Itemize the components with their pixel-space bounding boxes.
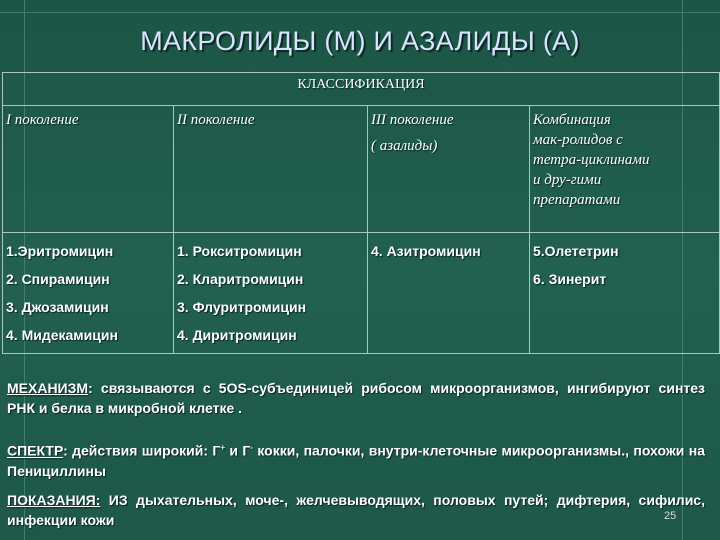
drug-item: 3. Флуритромицин: [177, 299, 307, 315]
drug-item: 3. Джозамицин: [6, 299, 109, 315]
generation-cell: [530, 106, 720, 233]
generation-cell: [3, 106, 174, 233]
classification-table: [2, 72, 720, 354]
drug-cell: [3, 233, 174, 354]
generation-line: и дру-гими: [533, 172, 602, 188]
page-number: 25: [664, 510, 677, 522]
mechanism-paragraph: [7, 378, 705, 418]
generation-row: [3, 106, 720, 233]
drug-item: 2. Кларитромицин: [177, 271, 304, 287]
drug-item: 6. Зинерит: [533, 271, 607, 287]
spectrum-text-c: кокки, палочки, внутри-клеточные микроорганизмы., похожи на Пенициллины: [7, 442, 705, 479]
drug-item: 4. Азитромицин: [371, 243, 481, 259]
indications-paragraph: [7, 490, 705, 530]
gram-positive-mark: +: [220, 443, 226, 452]
slide-title: МАКРОЛИДЫ (М) И АЗАЛИДЫ (А): [140, 26, 580, 56]
generation-line: III поколение: [371, 112, 454, 128]
generation-line: мак-ролидов с: [533, 132, 623, 148]
drug-item: 4. Диритромицин: [177, 327, 297, 343]
drug-cell: [174, 233, 368, 354]
drug-item: 4. Мидекамицин: [6, 327, 118, 343]
gram-negative-mark: -: [250, 443, 253, 452]
drug-cell: [530, 233, 720, 354]
drug-item: 1. Рокситромицин: [177, 243, 302, 259]
spectrum-label: СПЕКТР: [7, 442, 64, 459]
indications-text: ИЗ дыхательных, моче-, желчевыводящих, половых путей; дифтерия, сифилис, инфекции кожи: [7, 492, 705, 528]
table-header-row: [3, 73, 720, 106]
drug-item: 1.Эритромицин: [6, 243, 114, 259]
drug-cell: [368, 233, 530, 354]
generation-line: тетра-циклинами: [533, 152, 650, 168]
generation-cell: [368, 106, 530, 233]
spectrum-paragraph: [7, 438, 705, 481]
table-header-cell: КЛАССИФИКАЦИЯ: [3, 73, 720, 106]
drug-item: 5.Олететрин: [533, 243, 619, 259]
mechanism-label: МЕХАНИЗМ: [7, 380, 89, 396]
generation-line: II поколение: [177, 112, 255, 128]
generation-line: ( азалиды): [371, 138, 438, 154]
generation-line: I поколение: [6, 112, 79, 128]
spectrum-text-b: и Г: [225, 442, 251, 459]
generation-line: препаратами: [533, 192, 621, 208]
spectrum-text-a: : действия широкий: Г: [63, 442, 221, 459]
drugs-row: [3, 233, 720, 354]
indications-label: ПОКАЗАНИЯ:: [7, 492, 101, 508]
drug-item: 2. Спирамицин: [6, 271, 110, 287]
generation-cell: [174, 106, 368, 233]
decor-line-top: [0, 12, 720, 13]
mechanism-text: : связываются с 5OS-субъединицей рибосом микроорганизмов, ингибируют синтез РНК и белка в микробной клетке .: [7, 380, 705, 416]
generation-line: Комбинация: [533, 112, 611, 128]
